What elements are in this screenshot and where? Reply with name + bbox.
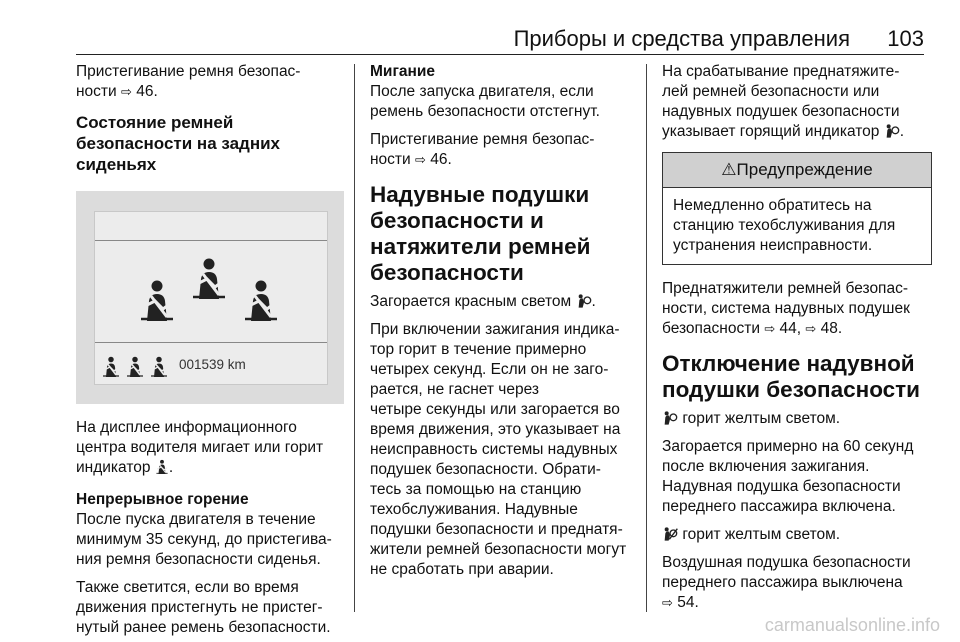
text-line: горит желтым светом. bbox=[682, 526, 841, 543]
text-line: Надувная подушка безопасности bbox=[662, 478, 901, 495]
airbag-off-icon bbox=[662, 526, 678, 542]
odometer-value: 001539 km bbox=[179, 357, 246, 372]
paragraph bbox=[662, 409, 932, 429]
airbag-icon bbox=[576, 293, 592, 309]
heading-line: Отключение надувной bbox=[662, 351, 915, 376]
column-divider bbox=[354, 64, 355, 612]
text-line: рается, не гаснет через bbox=[370, 381, 539, 398]
text-line: жители ремней безопасности могут bbox=[370, 541, 627, 558]
small-seatbelt-icons bbox=[101, 356, 173, 384]
paragraph bbox=[76, 418, 344, 478]
text-line: . bbox=[899, 123, 905, 140]
text-line: ности bbox=[370, 151, 411, 168]
text-line: горит желтым светом. bbox=[682, 410, 841, 427]
reference-arrow-icon: ⇨ bbox=[121, 84, 132, 99]
page-reference-link[interactable]: 48. bbox=[820, 320, 843, 337]
page-header bbox=[76, 22, 924, 55]
heading-line: Состояние ремней bbox=[76, 113, 234, 132]
text-line: Загорается красным светом bbox=[370, 293, 572, 310]
airbag-icon bbox=[884, 123, 900, 139]
text-line: нутый ранее ремень безопасности. bbox=[76, 619, 331, 636]
heading-line: безопасности на задних bbox=[76, 134, 281, 153]
paragraph bbox=[662, 62, 932, 142]
paragraph bbox=[662, 437, 932, 517]
text-line: . bbox=[168, 459, 174, 476]
seatbelt-right-icon bbox=[245, 281, 277, 322]
text-line: ности bbox=[76, 83, 117, 100]
text-line: ремень безопасности отстегнут. bbox=[370, 103, 600, 120]
text-line: центра водителя мигает или горит bbox=[76, 439, 324, 456]
text-line: безопасности bbox=[662, 320, 760, 337]
text-line: неисправность системы надувных bbox=[370, 441, 618, 458]
text-line: тесь за помощью на станцию bbox=[370, 481, 582, 498]
warning-header bbox=[663, 153, 931, 188]
text-line: переднего пассажира выключена bbox=[662, 574, 903, 591]
warning-body bbox=[663, 188, 931, 264]
text-line: . bbox=[591, 293, 596, 310]
text-line: тор горит в течение примерно bbox=[370, 341, 587, 358]
page-reference-link[interactable]: 44, bbox=[779, 320, 802, 337]
paragraph bbox=[662, 525, 932, 545]
watermark: carmanualsonline.info bbox=[764, 615, 940, 635]
column-1 bbox=[76, 62, 344, 638]
text-line: Воздушная подушка безопасности bbox=[662, 554, 911, 571]
text-line: не сработать при аварии. bbox=[370, 561, 554, 578]
page-reference-link[interactable]: 54. bbox=[677, 594, 699, 611]
text-line: минимум 35 секунд, до пристегива- bbox=[76, 531, 332, 548]
text-line: после включения зажигания. bbox=[662, 458, 870, 475]
paragraph bbox=[370, 130, 638, 170]
section-heading bbox=[662, 351, 932, 403]
text-line: Также светится, если во время bbox=[76, 579, 299, 596]
paragraph bbox=[76, 62, 344, 102]
subheading: Мигание bbox=[370, 63, 436, 80]
paragraph bbox=[76, 578, 344, 638]
text-line: Загорается примерно на 60 секунд bbox=[662, 438, 914, 455]
column-2 bbox=[370, 62, 638, 580]
paragraph bbox=[370, 82, 638, 122]
reference-arrow-icon: ⇨ bbox=[415, 152, 426, 167]
section-heading bbox=[76, 112, 344, 175]
text-line: надувных подушек безопасности bbox=[662, 103, 900, 120]
heading-line: Надувные подушки bbox=[370, 182, 590, 207]
text-line: ния ремня безопасности сиденья. bbox=[76, 551, 321, 568]
reference-arrow-icon: ⇨ bbox=[662, 595, 673, 610]
section-heading bbox=[370, 182, 638, 286]
text-line: лей ремней безопасности или bbox=[662, 83, 880, 100]
text-line: При включении зажигания индика- bbox=[370, 321, 620, 338]
info-display-screen bbox=[94, 211, 328, 385]
page-reference-link[interactable]: 46. bbox=[136, 83, 158, 100]
heading-line: безопасности и bbox=[370, 208, 544, 233]
column-3 bbox=[662, 62, 932, 613]
warning-title: Предупреждение bbox=[736, 160, 873, 179]
heading-line: натяжители ремней bbox=[370, 234, 591, 259]
paragraph bbox=[370, 292, 638, 312]
text-line: устранения неисправности. bbox=[673, 237, 873, 254]
reference-arrow-icon: ⇨ bbox=[805, 321, 817, 336]
text-line: Немедленно обратитесь на bbox=[673, 197, 872, 214]
reference-arrow-icon: ⇨ bbox=[764, 321, 776, 336]
text-line: ности, система надувных подушек bbox=[662, 300, 910, 317]
text-line: техобслуживания. Надувные bbox=[370, 501, 578, 518]
text-line: движения пристегнуть не пристег- bbox=[76, 599, 323, 616]
warning-icon: ⚠ bbox=[721, 160, 737, 179]
subheading: Непрерывное горение bbox=[76, 491, 249, 508]
paragraph bbox=[662, 553, 932, 613]
text-line: указывает горящий индикатор bbox=[662, 123, 880, 140]
column-divider bbox=[646, 64, 647, 612]
seatbelt-icon bbox=[155, 459, 169, 475]
paragraph bbox=[76, 510, 344, 570]
heading-line: подушки безопасности bbox=[662, 377, 921, 402]
text-line: На срабатывание преднатяжите- bbox=[662, 63, 900, 80]
page-number: 103 bbox=[887, 26, 924, 51]
airbag-on-icon bbox=[662, 410, 678, 426]
text-line: Преднатяжители ремней безопас- bbox=[662, 280, 908, 297]
heading-line: безопасности bbox=[370, 260, 524, 285]
text-line: Пристегивание ремня безопас- bbox=[370, 131, 595, 148]
paragraph bbox=[662, 279, 932, 339]
text-line: Пристегивание ремня безопас- bbox=[76, 63, 301, 80]
text-line: После запуска двигателя, если bbox=[370, 83, 594, 100]
text-line: подушки безопасности и преднатя- bbox=[370, 521, 623, 538]
divider-line bbox=[95, 342, 327, 343]
text-line: станцию техобслуживания для bbox=[673, 217, 896, 234]
text-line: индикатор bbox=[76, 459, 151, 476]
rear-seatbelt-icons bbox=[137, 257, 287, 333]
text-line: После пуска двигателя в течение bbox=[76, 511, 316, 528]
paragraph bbox=[370, 320, 638, 580]
text-line: На дисплее информационного bbox=[76, 419, 297, 436]
divider-line bbox=[95, 240, 327, 241]
text-line: подушек безопасности. Обрати- bbox=[370, 461, 601, 478]
text-line: четыре секунды или загорается во bbox=[370, 401, 620, 418]
header-title: Приборы и средства управления bbox=[513, 26, 850, 51]
seatbelt-center-icon bbox=[193, 259, 225, 300]
seatbelt-left-icon bbox=[141, 281, 173, 322]
heading-line: сиденьях bbox=[76, 155, 157, 174]
display-figure bbox=[76, 191, 344, 404]
text-line: переднего пассажира включена. bbox=[662, 498, 896, 515]
text-line: время движения, это указывает на bbox=[370, 421, 621, 438]
page-reference-link[interactable]: 46. bbox=[430, 151, 452, 168]
warning-box bbox=[662, 152, 932, 265]
text-line: четырех секунд. Если он не заго- bbox=[370, 361, 609, 378]
